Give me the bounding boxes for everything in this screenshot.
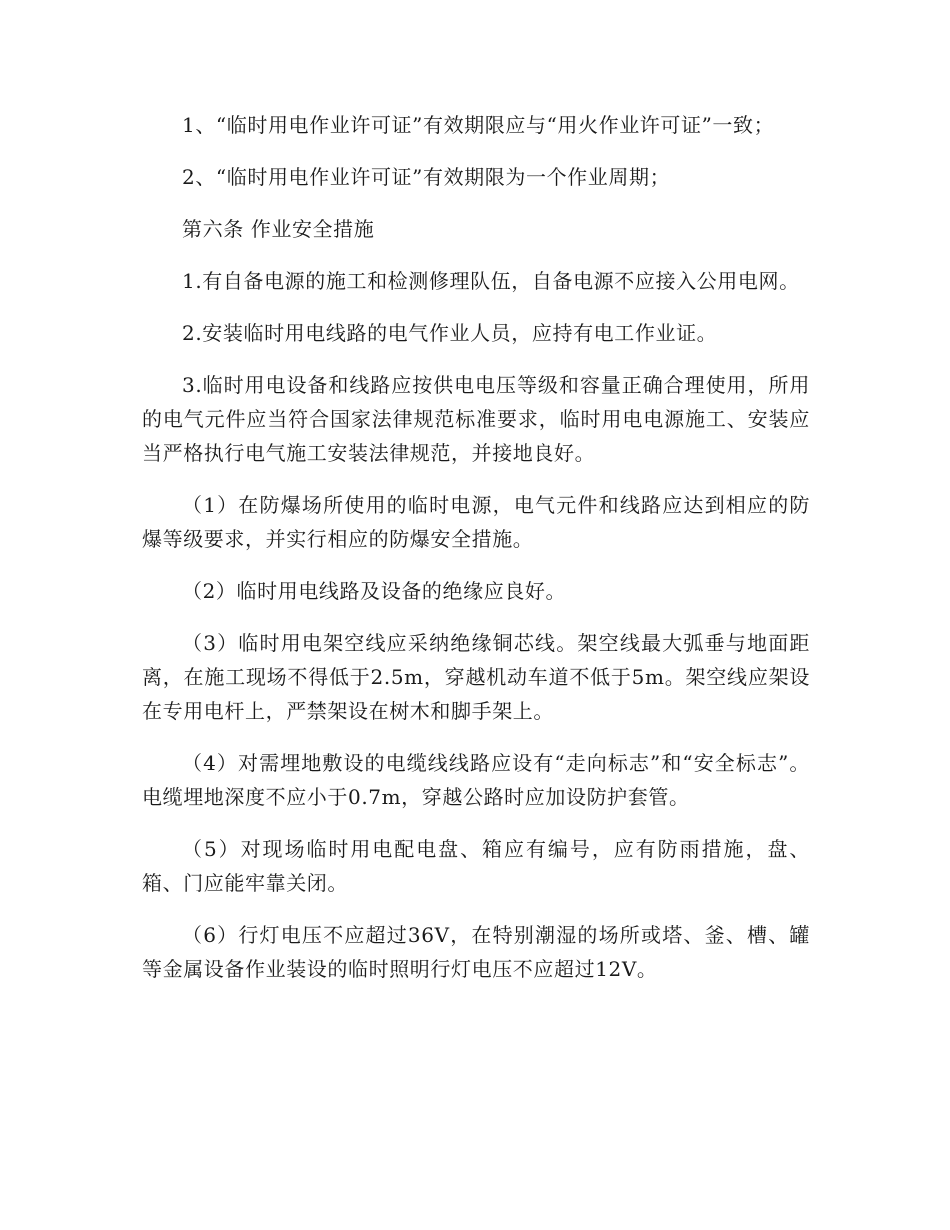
paragraph-sub-2: （2）临时用电线路及设备的绝缘应良好。 — [182, 579, 567, 603]
paragraph-sub-1: （1）在防爆场所使用的临时电源，电气元件和线路应达到相应的防爆等级要求，并实行相应的防爆安全措施。 — [142, 493, 810, 551]
paragraph-measure-1: 1.有自备电源的施工和检测修理队伍，自备电源不应接入公用电网。 — [182, 269, 800, 293]
paragraph-sub-3: （3）临时用电架空线应采纳绝缘铜芯线。架空线最大弧垂与地面距离，在施工现场不得低于2.5m，穿越机动车道不低于5m。架空线应架设在专用电杆上，严禁架设在树木和脚手架上。 — [142, 631, 810, 723]
paragraph-sub-6: （6）行灯电压不应超过36V，在特别潮湿的场所或塔、釜、槽、罐等金属设备作业装设的临时照明行灯电压不应超过12V。 — [142, 923, 810, 981]
document-body — [142, 108, 810, 1004]
paragraph-measure-2: 2.安装临时用电线路的电气作业人员，应持有电工作业证。 — [182, 321, 718, 345]
paragraph-sub-4: （4）对需埋地敷设的电缆线线路应设有“走向标志”和“安全标志”。电缆埋地深度不应小于0.7m，穿越公路时应加设防护套管。 — [142, 751, 810, 809]
paragraph-validity-period: 2、“临时用电作业许可证”有效期限为一个作业周期； — [182, 165, 671, 189]
paragraph-sub-5: （5）对现场临时用电配电盘、箱应有编号，应有防雨措施，盘、箱、门应能牢靠关闭。 — [142, 837, 810, 895]
section-heading-article-six: 第六条 作业安全措施 — [182, 217, 375, 241]
paragraph-measure-3: 3.临时用电设备和线路应按供电电压等级和容量正确合理使用，所用的电气元件应当符合国家法律规范标准要求，临时用电电源施工、安装应当严格执行电气施工安装法律规范，并接地良好。 — [142, 373, 810, 465]
paragraph-validity-consistency: 1、“临时用电作业许可证”有效期限应与“用火作业许可证”一致； — [182, 113, 775, 137]
